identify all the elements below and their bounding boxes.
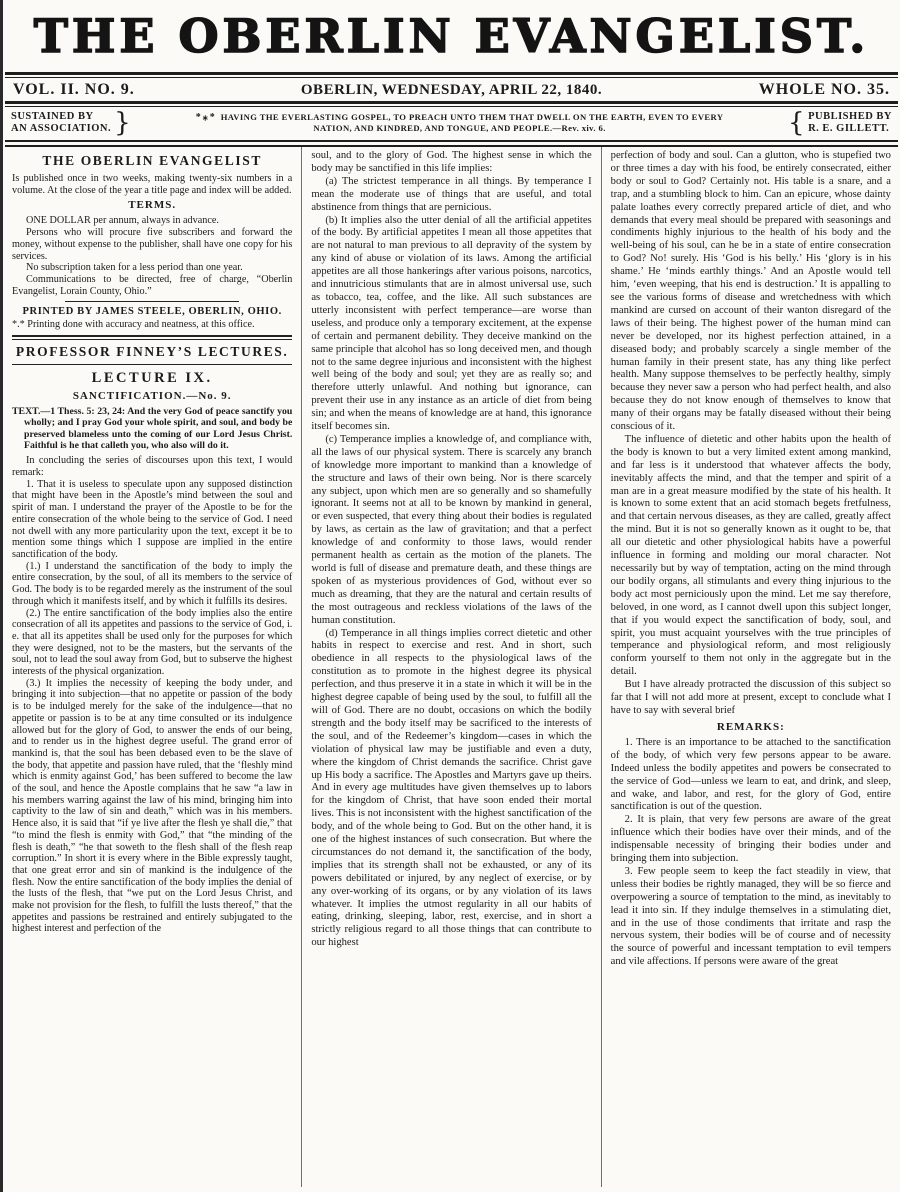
rule-divider: [12, 364, 292, 365]
paragraph: 1. That it is useless to speculate upon any supposed distinction that might have been in the Apostle’s mind between the soul and spirit of man. I understand the prayer of the Apostle to be for the entire consecration of the whole being to the service of God. I need not dwell with any more particularity upon the text, except it be to mention some things which I suppose are implied in the entire sanctification of the body.: [12, 478, 293, 560]
paragraph: *.* Printing done with accuracy and neatness, at this office.: [12, 319, 255, 331]
published-by: [788, 110, 892, 136]
sustained-line1: SUSTAINED BY: [11, 111, 94, 122]
paragraph: ONE DOLLAR per annum, always in advance.: [26, 215, 219, 227]
masthead-title: THE OBERLIN EVANGELIST.: [33, 9, 870, 63]
subhead-block: TERMS.: [128, 199, 177, 212]
brace-icon: {: [788, 108, 806, 138]
head1-block: THE OBERLIN EVANGELIST: [42, 153, 262, 168]
paragraph: (b) It implies also the utter denial of all the artificial appetites of the body. By artificial appetites I mean all those appetites that are not natural to man previous to all depravity of the system by any kind of abuse or violation of its laws. Among the artificial appetites are all those hankerings after various poisons, narcotics, and innutricious stimulants that are in almost universal use, such as tobacco, tea, coffee, and the like. All such substances are utterly inconsistent with perfect temperance—are worse than useless, and produce only a temporary excitement, at the expense of certain and permanent debility. They deceive mankind on the same principle that alcohol has so long deceived men, and though not to the same degree injurious and inconsistent with the highest well being of the body and soul; yet they are as really so; and therefore utterly unlawful. And nothing but ignorance, can prevent their use in any instance as an article of diet from being sin; and when the means of knowledge are at hand, this ignorance itself becomes sin.: [311, 214, 592, 433]
paragraph: Is published once in two weeks, making twenty-six numbers in a volume. At the close of the year a title page and index will be added.: [12, 173, 293, 196]
sustained-by-text: [11, 111, 111, 135]
subhead-block: REMARKS:: [716, 720, 785, 733]
paragraph: (3.) It implies the necessity of keeping the body under, and bringing it into subjection—that no appetite or passion of the body is to be indulged merely for the sake of the indulgence—that no appetite or passion is to be at any time consulted or its indulgence allowed but for the glory of God, to answer the ends of our being, and to render us in the highest degree useful. The grand error of mankind is, that the soul has been debased even to be the slave of the body, that appetite and passion have ruled, that the ‘fleshly mind which is enmity against God,’ has been suffered to become the law of the soul, and hence the Apostle complains that he saw “a law in his members warring against the law of his mind, bringing him into captivity to the law of sin and death,” which was in his members. Hence also, it is said that “if ye live after the flesh ye shall die,” that “to mind the flesh is enmity with God,” that “the minding of the flesh is death,” “he that soweth to the flesh shall of the flesh reap corruption.” In short it is every where in the Bible expressly taught, that one great error and sin of mankind is the indulgence of the flesh. Now the entire sanctification of the body implies the denial of the lusts of the flesh, that “we put on the Lord Jesus Christ, and make not provision for the flesh, to fulfill the lusts thereof,” that the appetites and passions be restrained and entirely subjugated to the highest interest and perfection of the: [12, 677, 293, 935]
paragraph: (a) The strictest temperance in all things. By temperance I mean the moderate use of things that are useful, and total abstinence from things that are pernicious.: [311, 175, 592, 213]
banner-rule: [5, 140, 898, 147]
whole-number: WHOLE NO. 35.: [758, 81, 890, 98]
sustained-by: [11, 110, 131, 136]
paragraph: 2. It is plain, that very few persons are aware of the great influence which their bodies have over their minds, and of the indispensable necessity of bringing their bodies under and bringing them into subjection.: [610, 814, 891, 865]
motto-line1-text: HAVING THE EVERLASTING GOSPEL, TO PREACH UNTO THEM THAT DWELL ON THE EARTH, EVEN TO EVERY: [220, 112, 724, 122]
column-3: [601, 147, 900, 1187]
rule-divider: [12, 335, 292, 340]
paragraph: In concluding the series of discourses upon this text, I would remark:: [12, 455, 293, 479]
column-2: [301, 147, 600, 1187]
paragraph: (c) Temperance implies a knowledge of, and compliance with, all the laws of our physical system. There is scarcely any branch of knowledge more important to mankind than a knowledge of the structure and laws of their own being. Nor is there scarcely any subject, upon which men are so generally and so shamefully ignorant. It seems not at all to be known by mankind in general, or even suspected, that every thing about their bodies is regulated by laws, as certain as the law of gravitation; and that a perfect knowledge of and conformity to those laws, would render permanent health as certain as the motion of the planets. The world is full of disease and premature death, and these things are spoken of as mysterious providences of God, without ever so much as dreaming, that they are the natural and certain results of the most outrageous and reckless violations of the laws of the human constitution.: [311, 433, 592, 626]
paragraph: Communications to be directed, free of charge, “Oberlin Evangelist, Lorain County, Ohio.”: [12, 273, 293, 297]
published-by-text: [808, 111, 892, 135]
dateline: [3, 78, 900, 101]
volume-number: VOL. II. NO. 9.: [13, 81, 135, 98]
paragraph: The influence of dietetic and other habits upon the health of the body is known to but a very limited extent among mankind, and far less is it understood that whatever affects the body, inevitably affects the mind, and that the temper and spirit of a man are in a great measure modified by the state of his health. It is known to some extent that an acid stomach begets fretfulness, and that certain nervous diseases, as they are called, greatly affect the mind. But it is not so generally known as it ought to be, that all our dietetic and other physiological habits have a powerful influence in forming and molding our moral character. Not necessarily but by way of temptation, acting on the mind through our bodily organs, all stimulants and every thing injurious to the body act most perniciously upon the mind. Let me say therefore, beloved, in one word, as I cannot dwell upon this subject longer, that if you would expect the sanctification of body, soul, and spirit, you must acquaint yourselves with the true principles of temperance and physiological reform, and most religiously conform yourself to them not only in the aggregate but in the detail.: [610, 433, 891, 678]
scripture-block: TEXT.—1 Thess. 5: 23, 24: And the very God of peace sanctify you wholly; and I pray God your whole spirit, and soul, and body be preserved blameless unto the coming of our Lord Jesus Christ. Faithful is he that calleth you, who also will do it.: [12, 405, 293, 451]
paragraph: (1.) I understand the sanctification of the body to imply the entire consecration, by the soul, of all its members to the service of God. The body is to be regarded merely as the instrument of the soul through which it manifests itself, and by which it fulfills its desires.: [12, 560, 293, 607]
paragraph: perfection of body and soul. Can a glutton, who is stupefied two or three times a day with his food, be entirely consecrated, either body or soul to God? Certainly not. His table is a snare, and a trap, and a stumbling block to him. Can an epicure, whose dainty palate loathes every correctly prepared article of diet, and who demands that every meal should be prepared with seasonings and condiments highly injurious to the health of his body and the well-being of his soul, can he be in a state of entire consecration to God? No! surely. His ‘God is his belly.’ His ‘glory is in his shame.’ He ‘minds earthly things.’ And an Apostle would tell him, ‘even weeping, that his end is destruction.’ It is appalling to see the various forms of disease and wretchedness with which mankind are cursed on account of their wanton disregard of the laws of their being. The highest power of the human mind can never be developed, nor its highest perfection attained, in a diseased body; and probably scarcely a single member of the human family in their present state, has any thing like perfect health. Many suppose themselves to be perfectly healthy, simply because they never saw a person who had perfect health, and also because they do not know enough of themselves to know that many of their organs may be fatally diseased without their being conscious of it.: [610, 150, 891, 433]
masthead: [3, 0, 900, 72]
paragraph: But I have already protracted the discussion of this subject so far that I will not add more at present, except to conclude what I have to say with several brief: [610, 679, 891, 716]
asterism-icon: *⁎*: [195, 112, 217, 123]
subhead-block: SANCTIFICATION.—No. 9.: [72, 389, 232, 402]
head2-block: LECTURE IX.: [91, 369, 213, 386]
issue-date: OBERLIN, WEDNESDAY, APRIL 22, 1840.: [300, 81, 603, 98]
motto-line2: NATION, AND KINDRED, AND TONGUE, AND PEOPLE.—Rev. xiv. 6.: [313, 123, 606, 133]
paragraph: (2.) The entire sanctification of the body implies also the entire consecration of all its appetites and passions to the service of God, i. e. that all its appetites shall be used only for the purposes for which they were designed, not to be the masters, but the servants of the soul, not to lead the soul away from God, but to subserve the highest interests of the physical organization.: [12, 607, 293, 678]
paragraph: No subscription taken for a less period than one year.: [26, 262, 243, 274]
paragraph: 3. Few people seem to keep the fact steadily in view, that unless their bodies be rightly managed, they will be so fierce and overpowering a source of temptation to the mind, as inevitably to lead it into sin. If they indulge themselves in a stimulating diet, and in the use of those condiments that irritate and rasp the nervous system, their bodies will be of course and of necessity the source of powerful and incessant temptation to evil tempers and vile affections. If persons were aware of the great: [610, 865, 891, 968]
rule-divider: [65, 301, 239, 302]
paragraph: soul, and to the glory of God. The highest sense in which the body may be sanctified in this life implies:: [311, 150, 592, 174]
center-block: PRINTED BY JAMES STEELE, OBERLIN, OHIO.: [22, 306, 282, 318]
motto-line1: [145, 112, 774, 123]
banner: [3, 107, 900, 140]
sustained-line2: AN ASSOCIATION.: [11, 123, 112, 134]
brace-icon: }: [114, 108, 132, 138]
published-line2: R. E. GILLETT.: [808, 123, 890, 134]
paragraph: (d) Temperance in all things implies correct dietetic and other habits in respect to exercise and rest. And in short, such obedience in all respects to the physiological laws of the constitution as to promote in the highest degree its physical perfection, and thus preserve it in a state in which it will be in the highest degree capable of being used by the soul, to fulfill all the will of God. There are no doubt, occasions on which the bodily strength and the body itself may be sacrificed to the interests of the soul, and of the Redeemer’s kingdom—cases in which the violation of physical law may be justifiable and even a duty, where the kingdom of Christ demands the sacrifice. Christ gave up His body a sacrifice. The Apostles and Martyrs gave up theirs. And in every age multitudes have given themselves up to labors for the kingdom of Christ, that have soon ended their mortal lives. This is not inconsistent with the highest sanctification of the body, and of the whole being to God. But on the other hand, it is one of the highest instances of such consecration. But where the circumstances do not demand it, the sanctification of the body, implies that its strength shall not be exhausted, or any of its powers debilitated or injured, by any neglect of exercise, or by any over-working of its organs, or by any violation of its laws whatever. It implies the utmost regularity in all our habits of eating, drinking, sleeping, labor, rest, exercise, and in short a strictly religious regard to all those things that can contribute to our highest: [311, 627, 592, 949]
paragraph: 1. There is an importance to be attached to the sanctification of the body, of which very few persons appear to be aware. Indeed unless the bodily appetites and powers be consecrated to the service of God—unless we learn to eat, and drink, and sleep, and wake, and labor, and rest, for the glory of God, entire sanctification is out of the question.: [610, 736, 891, 813]
published-line1: PUBLISHED BY: [808, 111, 892, 122]
head1-block: PROFESSOR FINNEY’S LECTURES.: [15, 343, 289, 359]
paragraph: Persons who will procure five subscribers and forward the money, without expense to the publisher, shall have one copy for his services.: [12, 227, 293, 262]
column-1: [3, 147, 301, 1187]
motto: [131, 112, 788, 134]
article-columns: [3, 147, 900, 1187]
